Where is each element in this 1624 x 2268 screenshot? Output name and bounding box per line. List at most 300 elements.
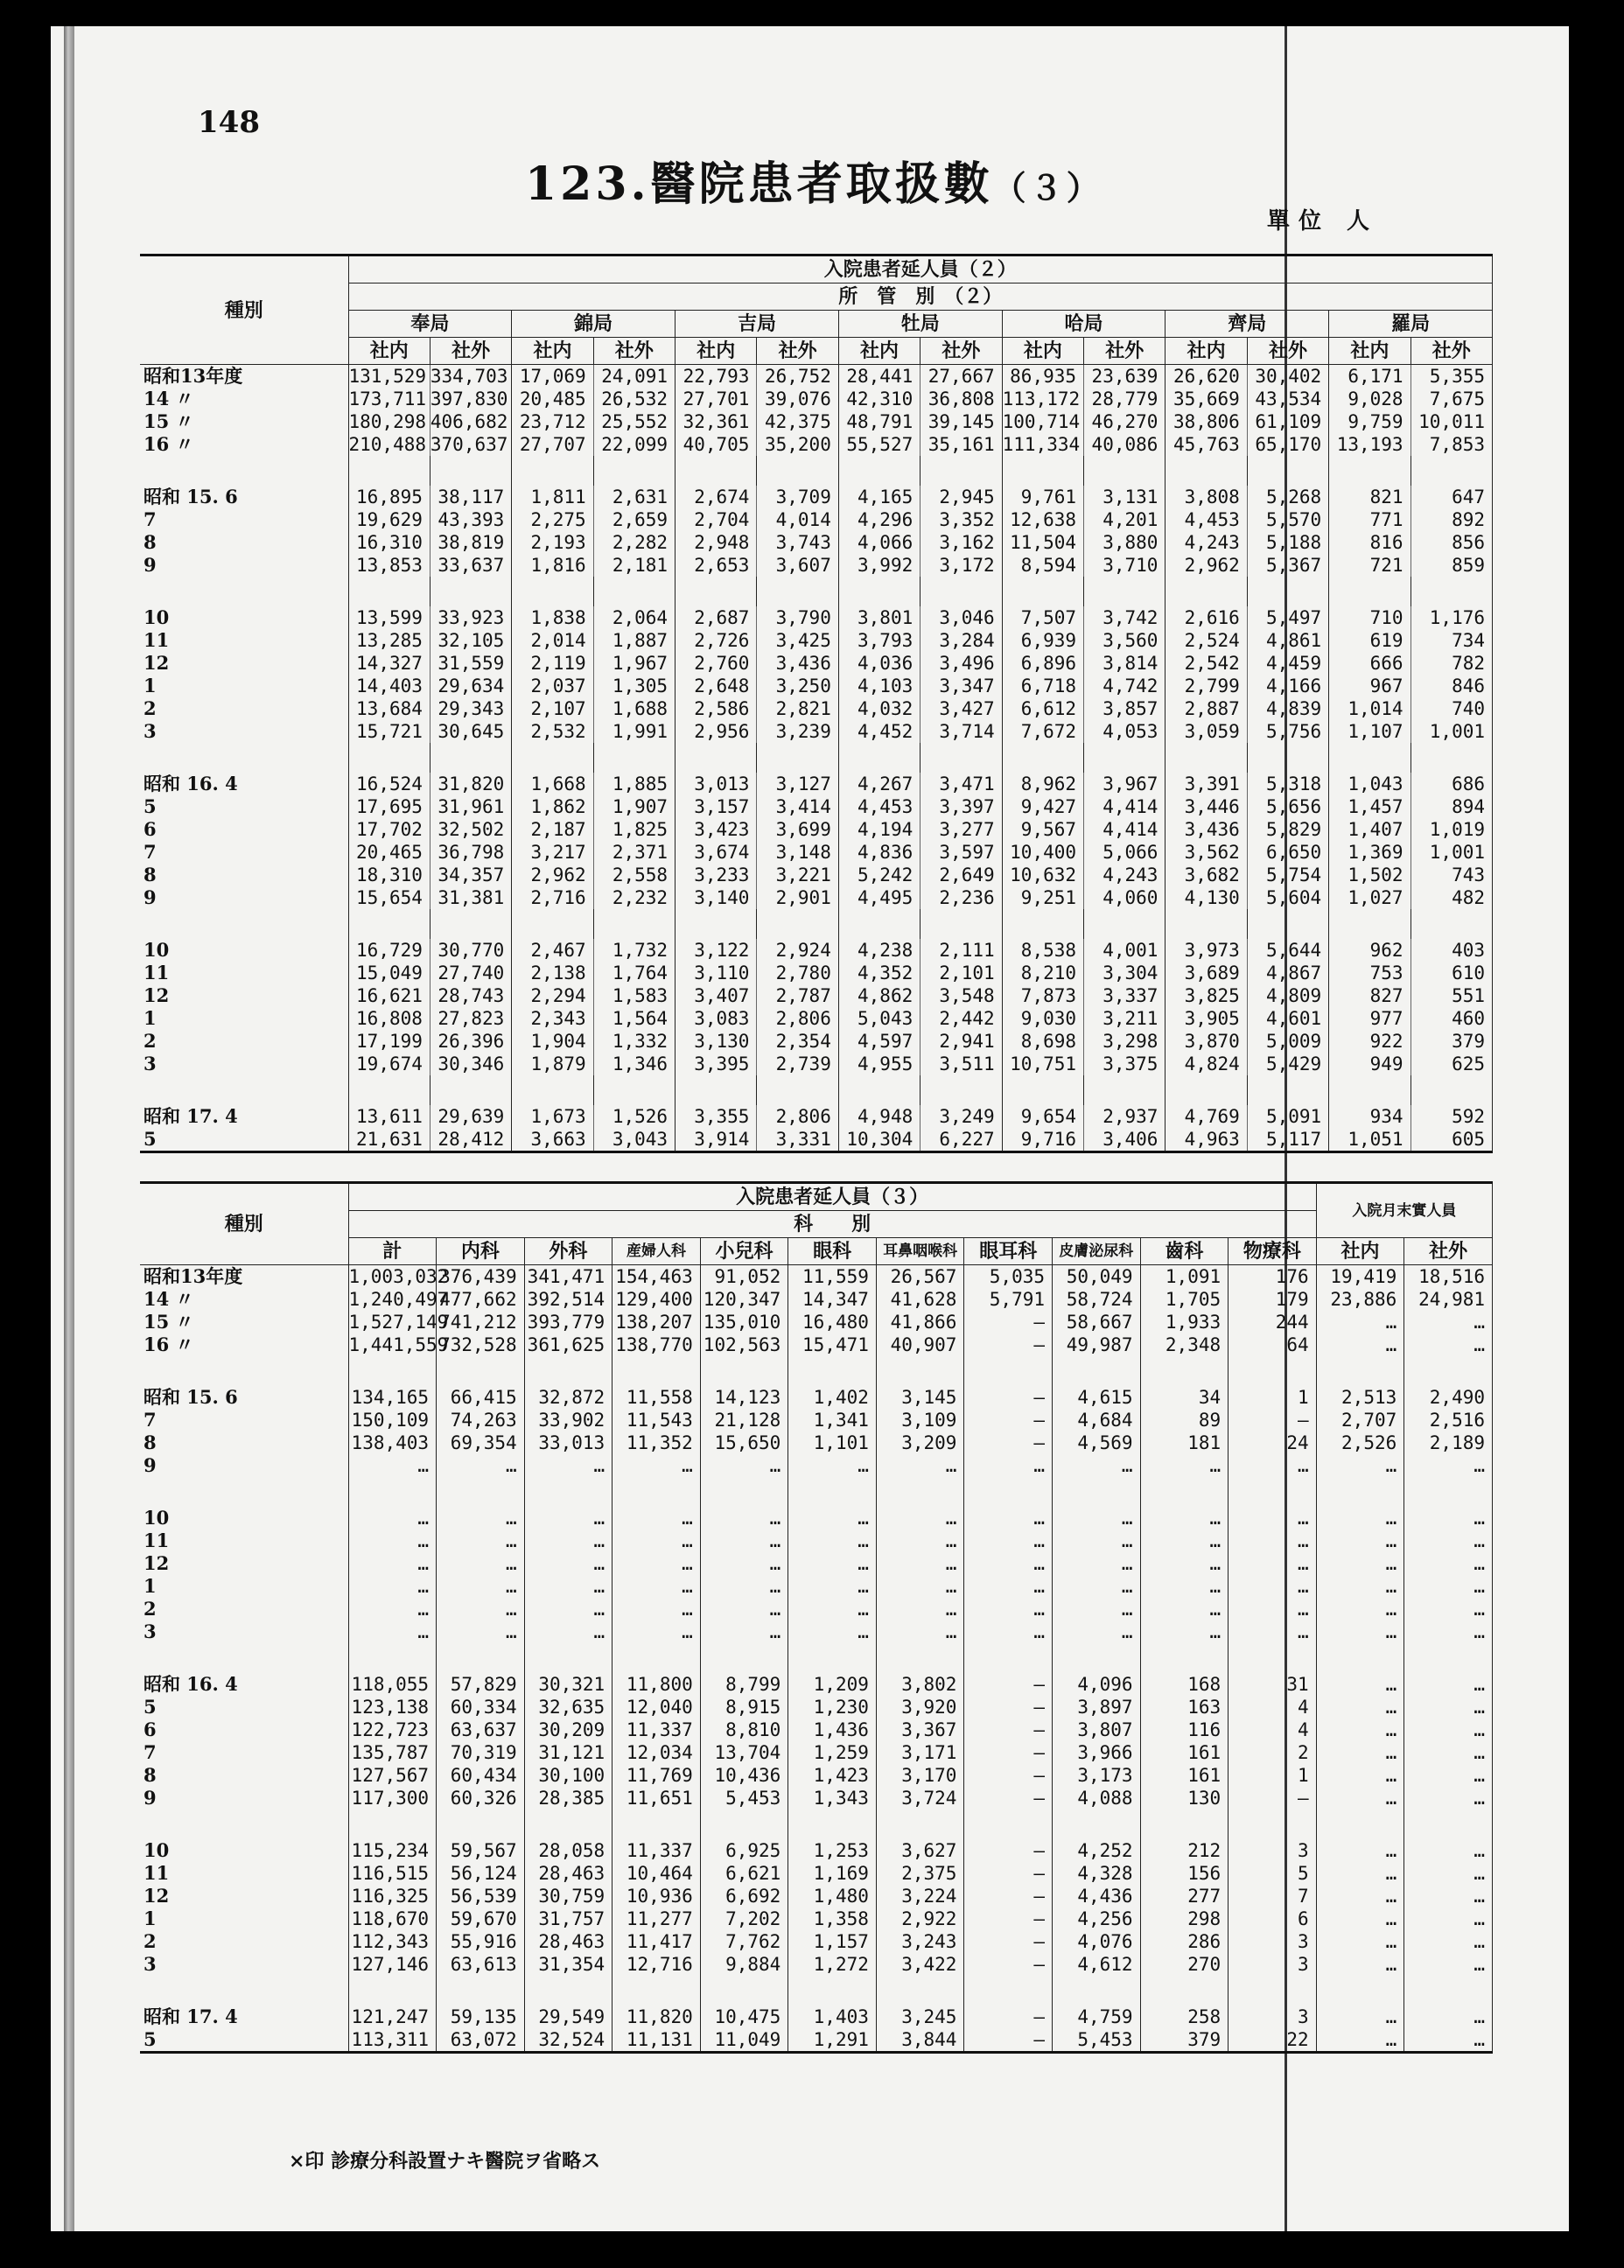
spacer-cell	[140, 456, 348, 486]
data-cell: 138,770	[612, 1334, 701, 1356]
spacer-cell	[1084, 743, 1166, 773]
data-cell: 19,629	[348, 508, 430, 531]
spacer-cell	[612, 1810, 701, 1839]
data-cell: 3,127	[757, 773, 838, 795]
spacer-cell	[140, 577, 348, 606]
data-cell: 1,272	[788, 1953, 877, 1976]
spacer-cell	[1404, 1643, 1493, 1673]
data-cell: 23,639	[1084, 365, 1166, 388]
spacer-cell	[1053, 1976, 1141, 2006]
section-subheader: 科 別	[348, 1211, 1316, 1238]
spacer-cell	[1404, 1810, 1493, 1839]
data-cell: 1,253	[788, 1839, 877, 1862]
spacer-cell	[676, 909, 757, 939]
data-cell: …	[1404, 1673, 1493, 1696]
data-cell: 4,066	[838, 531, 920, 554]
data-cell: 3,083	[676, 1007, 757, 1030]
spacer-cell	[348, 1810, 437, 1839]
data-cell: 18,516	[1404, 1265, 1493, 1289]
data-cell: 38,806	[1166, 410, 1247, 433]
data-cell: 3,395	[676, 1053, 757, 1075]
table-row	[140, 1334, 1493, 1356]
data-cell: 1,027	[1329, 886, 1410, 909]
spacer-cell	[757, 743, 838, 773]
table-row	[140, 795, 1493, 818]
data-cell: 5,188	[1247, 531, 1328, 554]
data-cell: 4,032	[838, 697, 920, 720]
inside-header: 社内	[1002, 338, 1083, 365]
department-header: 小兒科	[700, 1238, 788, 1265]
data-cell: 130	[1140, 1787, 1228, 1810]
data-cell: 892	[1410, 508, 1492, 531]
row-label: 1	[140, 1007, 348, 1030]
data-cell: 35,669	[1166, 388, 1247, 410]
data-cell: 22,099	[593, 433, 675, 456]
data-cell: 116,515	[348, 1862, 437, 1885]
data-cell: 2,189	[1404, 1432, 1493, 1454]
data-cell: 58,724	[1053, 1288, 1141, 1311]
spacer-cell	[524, 1643, 612, 1673]
data-cell: 24	[1228, 1432, 1317, 1454]
data-cell: …	[1404, 1552, 1493, 1575]
data-cell: 41,866	[876, 1311, 964, 1334]
data-cell: …	[348, 1598, 437, 1620]
data-cell: 4,495	[838, 886, 920, 909]
data-cell: 11,558	[612, 1386, 701, 1409]
table-row	[140, 508, 1493, 531]
data-cell: 60,326	[437, 1787, 525, 1810]
data-cell: 161	[1140, 1741, 1228, 1764]
table-row	[140, 697, 1493, 720]
bureau-header: 哈局	[1002, 311, 1166, 338]
data-cell: …	[348, 1620, 437, 1643]
data-cell: 27,740	[430, 962, 511, 984]
spacer-cell	[1404, 1477, 1493, 1507]
data-cell: 8,210	[1002, 962, 1083, 984]
spacer-cell	[788, 1356, 877, 1386]
data-cell: …	[1404, 2028, 1493, 2053]
data-cell: 721	[1329, 554, 1410, 577]
data-cell: 43,393	[430, 508, 511, 531]
spacer-cell	[1316, 1643, 1404, 1673]
data-cell: 3,607	[757, 554, 838, 577]
data-cell: 8,799	[700, 1673, 788, 1696]
spacer-cell	[676, 577, 757, 606]
data-cell: 4,352	[838, 962, 920, 984]
data-cell: 894	[1410, 795, 1492, 818]
data-cell: …	[1404, 1334, 1493, 1356]
spacer-cell	[1166, 577, 1247, 606]
data-cell: …	[788, 1575, 877, 1598]
data-cell: 403	[1410, 939, 1492, 962]
data-cell: 36,808	[920, 388, 1002, 410]
spacer-cell	[430, 577, 511, 606]
data-cell: 7,507	[1002, 606, 1083, 629]
data-cell: 23,886	[1316, 1288, 1404, 1311]
data-cell: …	[876, 1507, 964, 1530]
data-cell: 13,704	[700, 1741, 788, 1764]
page-number: 148	[198, 105, 260, 140]
row-label: 5	[140, 1128, 348, 1152]
spacer-cell	[1084, 456, 1166, 486]
table-row	[140, 486, 1493, 508]
data-cell: 2,653	[676, 554, 757, 577]
data-cell: 4,459	[1247, 652, 1328, 675]
data-cell: 74,263	[437, 1409, 525, 1432]
data-cell: 4,060	[1084, 886, 1166, 909]
data-cell: 2,704	[676, 508, 757, 531]
table-row	[140, 1105, 1493, 1128]
data-cell: —	[964, 1885, 1053, 1908]
data-cell: 7,873	[1002, 984, 1083, 1007]
data-cell: 17,702	[348, 818, 430, 841]
data-cell: …	[876, 1454, 964, 1477]
spacer-cell	[1002, 909, 1083, 939]
data-cell: 2,586	[676, 697, 757, 720]
data-cell: 5,497	[1247, 606, 1328, 629]
spacer-cell	[700, 1643, 788, 1673]
spacer-cell	[612, 1976, 701, 2006]
table-row	[140, 864, 1493, 886]
data-cell: 112,343	[348, 1930, 437, 1953]
row-label: 10	[140, 606, 348, 629]
data-cell: 934	[1329, 1105, 1410, 1128]
data-cell: 9,654	[1002, 1105, 1083, 1128]
spacer-cell	[1329, 577, 1410, 606]
data-cell: 127,567	[348, 1764, 437, 1787]
row-label: 11	[140, 1862, 348, 1885]
spacer-cell	[1002, 456, 1083, 486]
spacer-cell	[140, 1075, 348, 1105]
data-cell: 42,310	[838, 388, 920, 410]
data-cell: 10,304	[838, 1128, 920, 1152]
data-cell: 28,463	[524, 1930, 612, 1953]
data-cell: 34	[1140, 1386, 1228, 1409]
data-cell: —	[1228, 1787, 1317, 1810]
data-cell: 3,233	[676, 864, 757, 886]
table-row	[140, 1696, 1493, 1718]
table-row	[140, 1075, 1493, 1105]
department-header: 内科	[437, 1238, 525, 1265]
data-cell: 29,634	[430, 675, 511, 697]
spacer-cell	[964, 1810, 1053, 1839]
data-cell: …	[788, 1552, 877, 1575]
data-cell: …	[788, 1530, 877, 1552]
data-cell: 816	[1329, 531, 1410, 554]
data-cell: 2,193	[512, 531, 593, 554]
data-cell: 9,759	[1329, 410, 1410, 433]
spacer-cell	[512, 909, 593, 939]
spacer-cell	[348, 909, 430, 939]
data-cell: 27,823	[430, 1007, 511, 1030]
data-cell: 379	[1410, 1030, 1492, 1053]
data-cell: 22,793	[676, 365, 757, 388]
spacer-cell	[1053, 1477, 1141, 1507]
row-label: 9	[140, 1787, 348, 1810]
spacer-cell	[1002, 577, 1083, 606]
data-cell: 1,583	[593, 984, 675, 1007]
data-cell: 30,402	[1247, 365, 1328, 388]
data-cell: 3,110	[676, 962, 757, 984]
data-cell: …	[1316, 1552, 1404, 1575]
row-label: 3	[140, 720, 348, 743]
data-cell: 1,259	[788, 1741, 877, 1764]
data-cell: 3,209	[876, 1432, 964, 1454]
data-cell: 3,992	[838, 554, 920, 577]
data-cell: 2,513	[1316, 1386, 1404, 1409]
data-cell: 3,130	[676, 1030, 757, 1053]
spacer-cell	[437, 1976, 525, 2006]
data-cell: 3,496	[920, 652, 1002, 675]
spacer-cell	[920, 456, 1002, 486]
data-cell: 4,955	[838, 1053, 920, 1075]
data-cell: 3,966	[1053, 1741, 1141, 1764]
data-cell: 3,277	[920, 818, 1002, 841]
data-cell: 4,759	[1053, 2006, 1141, 2028]
table-row	[140, 1643, 1493, 1673]
table-row	[140, 410, 1493, 433]
spacer-cell	[140, 743, 348, 773]
row-label: 3	[140, 1620, 348, 1643]
data-cell: 16,310	[348, 531, 430, 554]
data-cell: …	[1140, 1454, 1228, 1477]
data-cell: 1,343	[788, 1787, 877, 1810]
data-cell: 181	[1140, 1432, 1228, 1454]
inside-header: 社内	[1166, 338, 1247, 365]
data-cell: 7,202	[700, 1908, 788, 1930]
data-cell: 11,337	[612, 1718, 701, 1741]
section-subheader: 所 管 別 （２）	[348, 284, 1493, 311]
data-cell: 118,055	[348, 1673, 437, 1696]
data-cell: 4,076	[1053, 1930, 1141, 1953]
data-cell: 4,742	[1084, 675, 1166, 697]
department-header: 眼科	[788, 1238, 877, 1265]
data-cell: 12,034	[612, 1741, 701, 1764]
data-cell: 2,526	[1316, 1432, 1404, 1454]
spacer-cell	[140, 1810, 348, 1839]
data-cell: 3,173	[1053, 1764, 1141, 1787]
data-cell: 397,830	[430, 388, 511, 410]
data-cell: 1,907	[593, 795, 675, 818]
footnote: ×印 診療分科設置ナキ醫院ヲ省略ス	[289, 2150, 601, 2173]
data-cell: 3,148	[757, 841, 838, 864]
data-cell: 5,453	[1053, 2028, 1141, 2053]
table-row	[140, 1311, 1493, 1334]
data-cell: …	[1228, 1620, 1317, 1643]
spacer-cell	[1316, 1976, 1404, 2006]
table-row	[140, 1477, 1493, 1507]
row-label: 6	[140, 818, 348, 841]
data-cell: 3,059	[1166, 720, 1247, 743]
spacer-cell	[612, 1477, 701, 1507]
data-cell: 156	[1140, 1862, 1228, 1885]
data-cell: 3,304	[1084, 962, 1166, 984]
data-cell: —	[964, 1764, 1053, 1787]
data-cell: …	[1316, 1673, 1404, 1696]
data-cell: 1,019	[1410, 818, 1492, 841]
data-cell: …	[700, 1454, 788, 1477]
data-cell: 2,343	[512, 1007, 593, 1030]
data-cell: 2,922	[876, 1908, 964, 1930]
data-cell: 13,599	[348, 606, 430, 629]
spacer-cell	[1166, 909, 1247, 939]
data-cell: 3,221	[757, 864, 838, 886]
row-label: 14 〃	[140, 1288, 348, 1311]
data-cell: —	[964, 1432, 1053, 1454]
spacer-cell	[430, 1075, 511, 1105]
data-cell: 3,391	[1166, 773, 1247, 795]
table-row	[140, 1507, 1493, 1530]
bureau-header: 齊局	[1166, 311, 1329, 338]
data-cell: 1,001	[1410, 841, 1492, 864]
data-cell: …	[1316, 1620, 1404, 1643]
data-cell: 551	[1410, 984, 1492, 1007]
data-cell: 31,559	[430, 652, 511, 675]
data-cell: —	[964, 2028, 1053, 2053]
data-cell: 1,879	[512, 1053, 593, 1075]
data-cell: 1	[1228, 1764, 1317, 1787]
row-label: 12	[140, 984, 348, 1007]
data-cell: 11,337	[612, 1839, 701, 1862]
data-cell: 10,464	[612, 1862, 701, 1885]
spacer-cell	[140, 1976, 348, 2006]
data-cell: 2,659	[593, 508, 675, 531]
spacer-cell	[1140, 1356, 1228, 1386]
table-row	[140, 1288, 1493, 1311]
title-text: 醫院患者取扱數	[649, 158, 993, 211]
data-cell: 2	[1228, 1741, 1317, 1764]
spacer-cell	[1329, 743, 1410, 773]
data-cell: 179	[1228, 1288, 1317, 1311]
data-cell: 2,275	[512, 508, 593, 531]
data-cell: 1,668	[512, 773, 593, 795]
data-cell: 40,907	[876, 1334, 964, 1356]
data-cell: 4,569	[1053, 1432, 1141, 1454]
data-cell: 57,829	[437, 1673, 525, 1696]
table-row	[140, 1575, 1493, 1598]
data-cell: 5,829	[1247, 818, 1328, 841]
data-cell: 3,298	[1084, 1030, 1166, 1053]
table-row	[140, 1454, 1493, 1477]
data-cell: 2,467	[512, 939, 593, 962]
data-cell: 16,729	[348, 939, 430, 962]
data-cell: 28,385	[524, 1787, 612, 1810]
data-cell: 4,414	[1084, 818, 1166, 841]
data-cell: 2,806	[757, 1007, 838, 1030]
data-cell: 734	[1410, 629, 1492, 652]
bureau-header: 奉局	[348, 311, 512, 338]
row-label: 10	[140, 939, 348, 962]
data-cell: …	[437, 1620, 525, 1643]
row-label: 15 〃	[140, 410, 348, 433]
data-cell: 1,402	[788, 1386, 877, 1409]
spacer-cell	[676, 1075, 757, 1105]
data-cell: 8,698	[1002, 1030, 1083, 1053]
spacer-cell	[920, 1075, 1002, 1105]
spacer-cell	[140, 909, 348, 939]
row-header: 種別	[140, 256, 348, 365]
data-cell: 1,991	[593, 720, 675, 743]
row-label: 2	[140, 1030, 348, 1053]
data-cell: 1,209	[788, 1673, 877, 1696]
data-cell: 286	[1140, 1930, 1228, 1953]
data-cell: 743	[1410, 864, 1492, 886]
row-label: 16 〃	[140, 1334, 348, 1356]
data-cell: 2,962	[1166, 554, 1247, 577]
data-cell: 4,452	[838, 720, 920, 743]
spacer-cell	[348, 1356, 437, 1386]
data-cell: 3,807	[1053, 1718, 1141, 1741]
row-label: 昭和 17. 4	[140, 1105, 348, 1128]
data-cell: 967	[1329, 675, 1410, 697]
data-cell: …	[348, 1552, 437, 1575]
table-row	[140, 1764, 1493, 1787]
data-cell: 15,654	[348, 886, 430, 909]
spacer-cell	[1404, 1356, 1493, 1386]
data-cell: …	[1404, 1764, 1493, 1787]
department-header: 眼耳科	[964, 1238, 1053, 1265]
data-cell: 3,627	[876, 1839, 964, 1862]
data-cell: 619	[1329, 629, 1410, 652]
data-cell: 782	[1410, 652, 1492, 675]
data-cell: 277	[1140, 1885, 1228, 1908]
data-cell: 40,705	[676, 433, 757, 456]
data-cell: 605	[1410, 1128, 1492, 1152]
data-cell: 3,331	[757, 1128, 838, 1152]
data-cell: 10,632	[1002, 864, 1083, 886]
data-cell: 3,436	[1166, 818, 1247, 841]
data-cell: 2,375	[876, 1862, 964, 1885]
data-cell: 2,616	[1166, 606, 1247, 629]
row-label: 8	[140, 531, 348, 554]
outside-header: 社外	[430, 338, 511, 365]
row-label: 7	[140, 841, 348, 864]
data-cell: 3,597	[920, 841, 1002, 864]
data-cell: …	[612, 1507, 701, 1530]
data-cell: 2,111	[920, 939, 1002, 962]
data-cell: …	[876, 1620, 964, 1643]
spacer-cell	[1247, 909, 1328, 939]
data-cell: 1,014	[1329, 697, 1410, 720]
data-cell: …	[1140, 1575, 1228, 1598]
spacer-cell	[1140, 1976, 1228, 2006]
data-cell: …	[876, 1530, 964, 1552]
data-cell: …	[1316, 1507, 1404, 1530]
data-cell: 6,925	[700, 1839, 788, 1862]
data-cell: 592	[1410, 1105, 1492, 1128]
row-label: 昭和 17. 4	[140, 2006, 348, 2028]
outside-header: 社外	[1404, 1238, 1493, 1265]
data-cell: —	[1228, 1409, 1317, 1432]
table-row	[140, 743, 1493, 773]
data-cell: 2,236	[920, 886, 1002, 909]
data-cell: 3,562	[1166, 841, 1247, 864]
data-cell: 48,791	[838, 410, 920, 433]
data-cell: …	[348, 1507, 437, 1530]
table-row	[140, 554, 1493, 577]
spacer-cell	[920, 743, 1002, 773]
data-cell: 3,425	[757, 629, 838, 652]
spacer-cell	[524, 1976, 612, 2006]
spacer-cell	[1247, 456, 1328, 486]
data-cell: 15,471	[788, 1334, 877, 1356]
table-row	[140, 1030, 1493, 1053]
data-cell: 3,211	[1084, 1007, 1166, 1030]
data-cell: 3,973	[1166, 939, 1247, 962]
data-cell: …	[1316, 1741, 1404, 1764]
data-cell: 9,567	[1002, 818, 1083, 841]
spacer-cell	[348, 577, 430, 606]
